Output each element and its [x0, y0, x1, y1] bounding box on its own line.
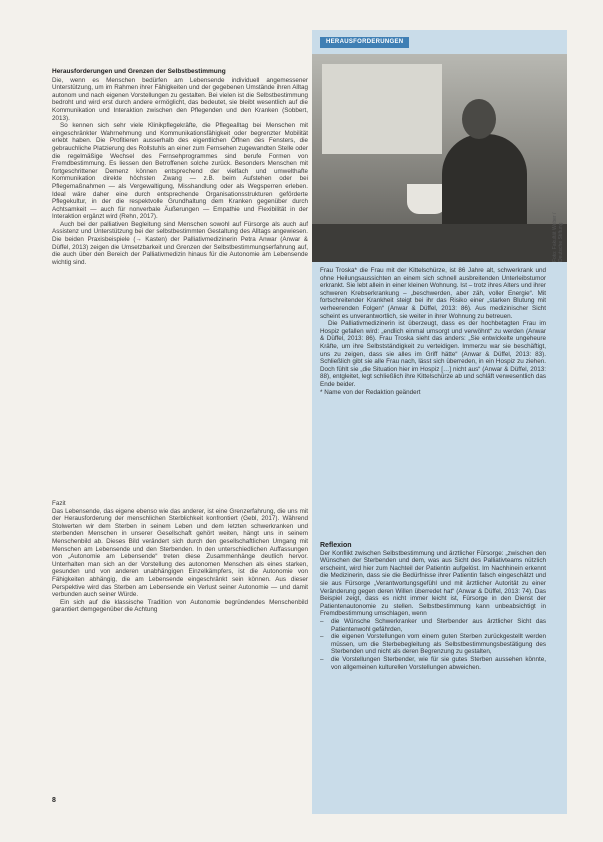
paragraph: Die Palliativmedizinerin ist überzeugt, dass es der hochbetagten Frau im Hospiz gefallen wird: „endlich einmal umsorgt und verwöhnt“ zu werden (Anwar & Düffel, 2013: 86). Frau Troska sieht das anders: „Sie entwickelte ungeheure Kräfte, um ihre Selbstständigkeit zu verteidigen. Immerzu war sie beschäftigt, uns zu zeigen, dass sie alles im Griff hätte“ (Anwar & Düffel, 2013: 83). Schließlich gibt sie alle Frau nach, lässt sich überreden, in ein Hospiz zu ziehen. Doch fühlt sie „die Situation hier im Hospiz […] nicht aus“ (Anwar & Düffel, 2013: 88), entgleitet, legt schließlich ihre Kittelschürze ab und schläft verwesentlich das Ende beider. [320, 320, 546, 388]
page-number: 8 [52, 797, 56, 804]
list-item-text: die Vorstellungen Sterbender, wie für sie gutes Sterben aussehen könnte, von allgemeinen kulturellen Vorstellungen abweichen. [331, 655, 546, 671]
reflection-section [320, 542, 546, 671]
case-study-sidebar [312, 30, 567, 814]
list-item-text: die Wünsche Schwerkranker und Sterbender aus ärztlicher Sicht das Patientenwohl gefährden, [331, 617, 546, 633]
section-title: Herausforderungen und Grenzen der Selbstbestimmung [52, 68, 226, 75]
photo-cup [407, 184, 447, 214]
paragraph: Auch bei der palliativen Begleitung sind Menschen sowohl auf Fürsorge als auch auf Assistenz und Unterstützung bei der selbstbestimmten Gestaltung des Alltags angewiesen. Die beiden Praxisbeispiele (→ Kasten) der Palliativmedizinerin Petra Anwar (Anwar & Düffel, 2013) zeigen die Umsetzbarkeit und Grenzen der Selbstbestimmungserfahrung auf, die auch über den Bereich der Palliativmedizin hinaus für die Autonomie am Lebensende wichtig sind. [52, 220, 308, 266]
paragraph: Frau Troska* die Frau mit der Kittelschürze, ist 86 Jahre alt, schwerkrank und ohne Heilungsaussichten an einem sich schnell ausbreitenden Unterleibstumor erkrankt. Sie lebt allein in einer kleinen Wohnung. Ist – trotz ihres Alters und ihrer schweren Krebserkrankung – „beschwerden, aber zäh, voller Energie“. Mit fortschreitender Krankheit steigt bei ihr das Risiko einer „starken Blutung mit verheerenden Folgen“ (Anwar & Düffel, 2013: 86). Aus medizinischer Sicht scheint es unverantwortlich, sie weiter in ihrer Wohnung zu betreuen. [320, 267, 546, 320]
photo-window [322, 64, 442, 154]
fazit-section [52, 500, 308, 614]
fazit-title: Fazit [52, 500, 66, 507]
paragraph: So kennen sich sehr viele Klinikpflegekräfte, die Pflegealltag bei Menschen mit eingeschränkter Wahrnehmung und Kommunikationsfähigkeit oder begrenzter Mobilität erlebt haben. Die Profitieren ausserhalb des eigentlichen Öffnen des Fensters, die gebrauchliche Platzierung des Rollstuhls an einer zum Fernsehen zugewandten Stelle oder die regelmäßige Wechsel des Fernsehprogrammes sind berufe Formen von Fremdbestimmung. Es liessen den Betroffenen solche zurück. Besonders Menschen mit fortgeschrittener Demenz können entsprechend der vielfach und umwelthafte Kommunikation direkte höchsten Zwang — z.B. beim Aufstehen oder bei Pflegemaßnahmen — als Vergewaltigung, Misshandlung oder als Wegsperren erleben. Ideal wäre daher eine durch entsprechende Organisationsstrukturen geförderte Pflegekultur, in der die respektvolle Grundhaltung dem Kranken gegenüber durch Achtsamkeit — auch für nonverbale Äußerungen — Empathie und Flexibilität in der Interaktion ergänzt wird (Rehn, 2017). [52, 122, 308, 221]
reflection-title: Reflexion [320, 542, 352, 549]
case-description [320, 267, 546, 396]
list-item: – die Vorstellungen Sterbender, wie für sie gutes Sterben aussehen könnte, von allgemeinen kulturellen Vorstellungen abweichen. [320, 655, 546, 671]
paragraph: Der Konflikt zwischen Selbstbestimmung und ärztlicher Fürsorge: „zwischen den Wünschen der Sterbenden und dem, was aus Sicht des Palliativteams nützlich erscheint, wird hier zum Nachteil der Patientin aufgelöst. Im Nachhinein erkennt die Medizinerin, dass sie die Bedürfnisse ihrer Patientin falsch eingeschätzt und sie aus Fürsorge „Verantwortungsgefühl und mit ärztlicher Autorität zu einer Veränderung gegen deren Willen überredet hat“ (Anwar & Düffel, 2013: 74). Das Beispiel zeigt, dass es nicht immer leicht ist, Fürsorge in den Dienst der Patientenautonomie zu stellen. Selbstbestimmung kann unbeabsichtigt in Fremdbestimmung umschlagen, wenn [320, 549, 546, 618]
reflection-list [320, 618, 546, 671]
paragraph: Das Lebensende, das eigene ebenso wie das anderer, ist eine Grenzerfahrung, die uns mit der Herausforderung der menschlichen Sterblichkeit konfrontiert (Gebl, 2017). Während Stolwerten wir dem Sterben in seinem Leben und dem letzten schwerkranken und sterbenden Menschen in unserer Gesellschaft gehört weiten, hängt uns in seinem Menschenbild ab. Dieses Bild verändert sich durch den gesellschaftlichen Umgang mit Menschen am Lebensende und den Sterbenden. In den unterschiedlichen Auffassungen von „Autonomie am Lebensende“ treten diese Zusammenhänge deutlich hervor. Unterhalten man sich an der Vorstellung des autonomen Menschen als eines starken, gesunden und von anderen unabhängigen Einzelkämpfers, ist die Autonomie von Fähigkeiten abhängig, die am Lebensende eingeschränkt sein können. Aus dieser Perspektive wird das Sterben am Lebensende ein Verlust seiner Autonomie — und damit verbunden auch seiner Würde. [52, 507, 308, 599]
photo-table [312, 224, 567, 262]
left-column [52, 68, 308, 266]
photo-figure-head [462, 99, 496, 139]
list-item: – die Wünsche Schwerkranker und Sterbender aus ärztlicher Sicht das Patientenwohl gefährden, [320, 617, 546, 633]
paragraph: Ein sich auf die klassische Tradition von Autonomie begründendes Menschenbild garantiert demgegenüber die Achtung [52, 598, 308, 614]
paragraph: Die, wenn es Menschen bedürfen am Lebensende individuell angemessener Unterstützung, um im Rahmen ihrer Fähigkeiten und der gegebenen Umstände ihren Alltag autonom und nach eigenen Vorstellungen zu gestalten. Bei vielen ist die Selbstbestimmung bedroht und wird erst durch andere ermöglicht, das bedeutet, sie bleibt wesentlich auf die Kommunikation und Interaktion zwischen den Pflegenden und den Kranken (Sobbert, 2013). [52, 76, 308, 122]
sidebar-tag: HERAUSFORDERUNGEN [320, 37, 409, 48]
photo-credit: Foto: Fakultät Weber / Deutsche Stiftung [552, 212, 564, 262]
sidebar-photo [312, 54, 567, 262]
list-item-text: die eigenen Vorstellungen vom einem guten Sterben zurückgestellt werden müssen, um die Sterbebegleitung als Selbstbestimmungsbestätigung des Sterbenden und nicht als deren Begrenzung zu gestalten, [331, 633, 546, 656]
footnote: * Name von der Redaktion geändert [320, 388, 421, 396]
list-item: – die eigenen Vorstellungen vom einem guten Sterben zurückgestellt werden müssen, um die Sterbebegleitung als Selbstbestimmungsbestätigung des Sterbenden und nicht als deren Begrenzung zu gestalten, [320, 633, 546, 656]
